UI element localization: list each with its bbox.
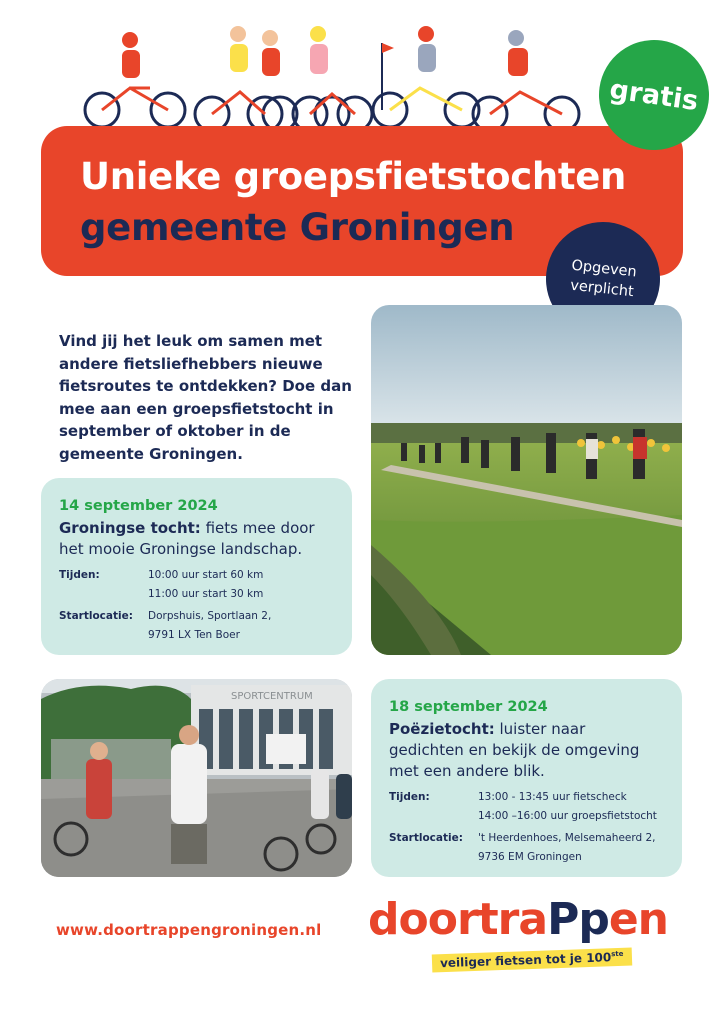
time-line: 11:00 uur start 30 km xyxy=(148,588,264,600)
event-date: 14 september 2024 xyxy=(59,498,218,514)
photo-cyclists-countryside xyxy=(371,305,682,655)
location-label: Startlocatie: xyxy=(389,832,463,844)
location-line: 9791 LX Ten Boer xyxy=(148,629,240,641)
logo-text-part2: Pp xyxy=(547,894,609,945)
location-label: Startlocatie: xyxy=(59,610,133,622)
photo-group-sportcentrum xyxy=(41,679,352,877)
doortrappen-logo xyxy=(368,895,668,945)
event-description-text: fiets mee door het mooie Groningse landschap. xyxy=(59,519,315,558)
gratis-badge-text: gratis xyxy=(607,73,701,117)
event-description xyxy=(59,518,334,560)
event-date: 18 september 2024 xyxy=(389,699,548,715)
times-label: Tijden: xyxy=(59,569,100,581)
event-description-text: luister naar gedichten en bekijk de omgeving met een andere blik. xyxy=(389,720,640,780)
registration-badge-line2: verplicht xyxy=(569,277,635,301)
event-description xyxy=(389,719,664,782)
location-line: Dorpshuis, Sportlaan 2, xyxy=(148,610,272,622)
registration-badge-line1: Opgeven xyxy=(570,257,638,281)
logo-text-part1: doortra xyxy=(368,894,548,945)
page-title-line2: gemeente Groningen xyxy=(80,206,515,249)
location-line: 't Heerdenhoes, Melsemaheerd 2, xyxy=(478,832,656,844)
tagline-superscript: ste xyxy=(610,949,624,959)
page-title-line1: Unieke groepsfietstochten xyxy=(80,155,627,198)
time-line: 10:00 uur start 60 km xyxy=(148,569,264,581)
location-line: 9736 EM Groningen xyxy=(478,851,582,863)
intro-text: Vind jij het leuk om samen met andere fietsliefhebbers nieuwe fietsroutes te ontdekken? Doe dan mee aan een groepsfietstocht in september of oktober in de gemeente Groningen. xyxy=(59,332,352,463)
time-line: 14:00 –16:00 uur groepsfietstocht xyxy=(478,810,657,822)
sportcentrum-sign: SPORTCENTRUM xyxy=(231,691,313,702)
logo-tagline xyxy=(432,948,632,973)
time-line: 13:00 - 13:45 uur fietscheck xyxy=(478,791,627,803)
event-name: Groningse tocht: xyxy=(59,519,201,537)
cyclists-illustration xyxy=(70,18,600,138)
website-link[interactable]: www.doortrappengroningen.nl xyxy=(56,921,322,939)
tagline-text: veiliger fietsen tot je 100 xyxy=(439,950,612,971)
event-card-groningse-tocht xyxy=(41,478,352,655)
times-label: Tijden: xyxy=(389,791,430,803)
event-card-poezietocht xyxy=(371,679,682,877)
logo-text-part3: en xyxy=(608,894,668,945)
event-name: Poëzietocht: xyxy=(389,720,495,738)
